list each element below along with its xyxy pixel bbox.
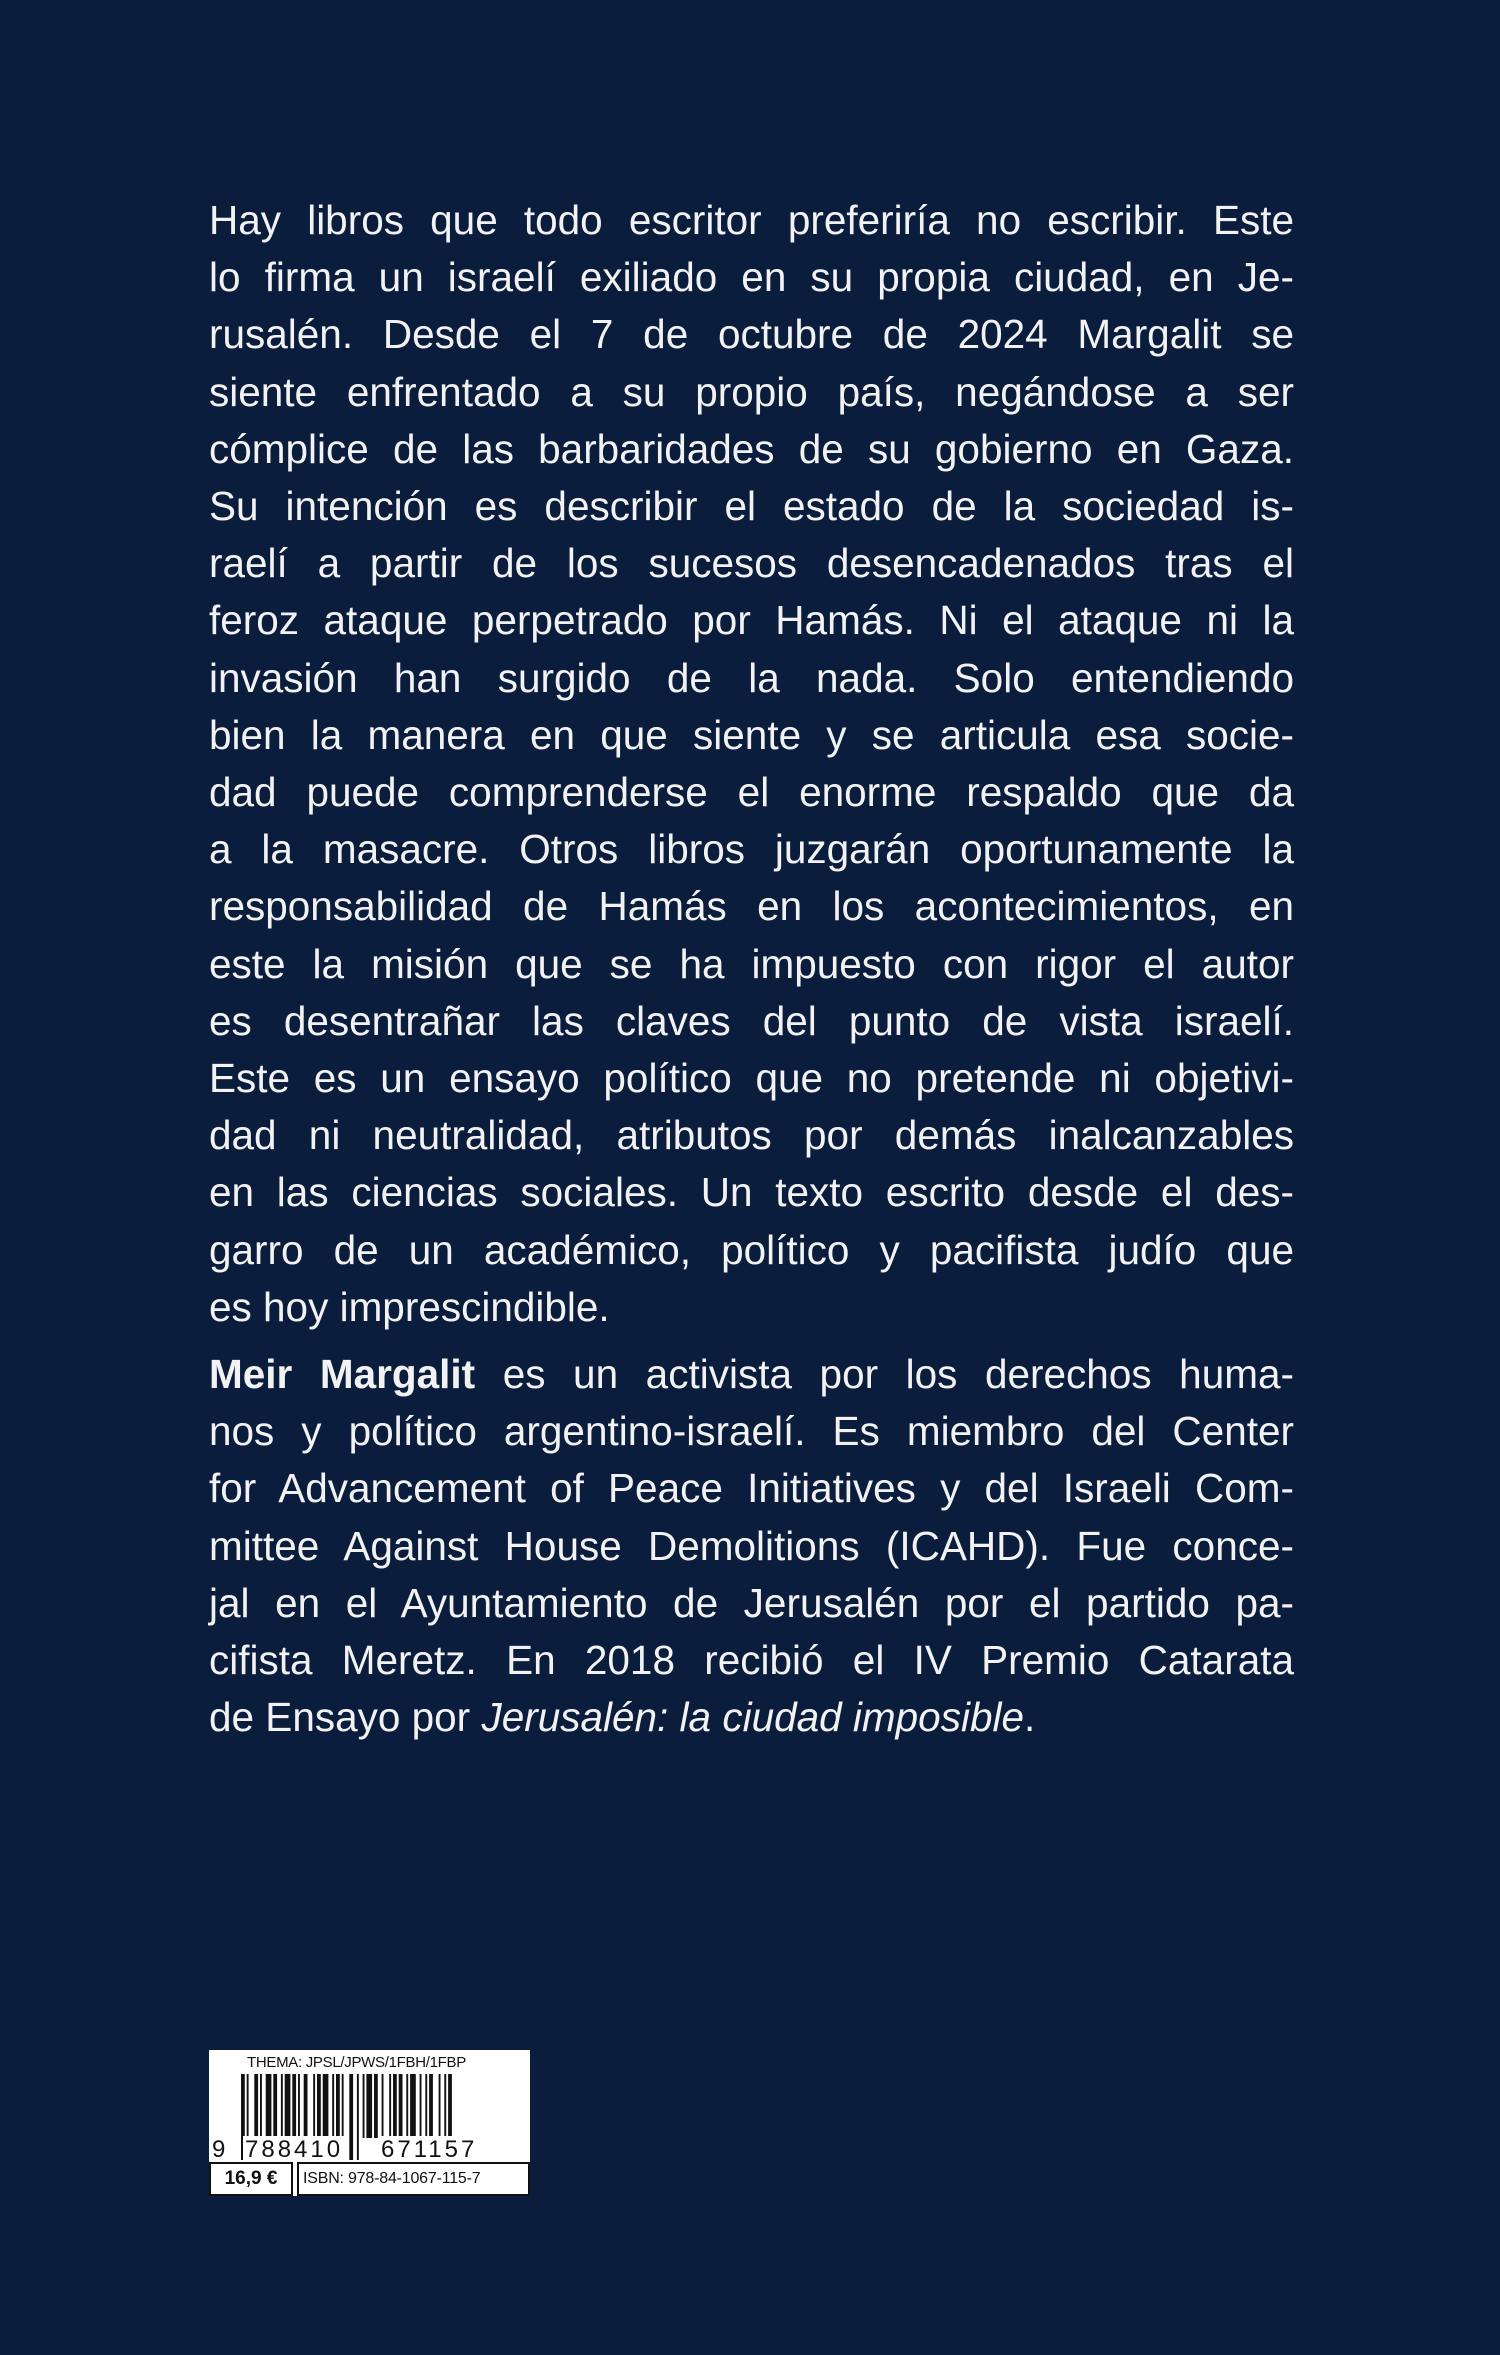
book-title: Jerusalén: la ciudad imposible [481,1694,1024,1741]
synopsis-line: raelí a partir de los sucesos desencadenados tras el [209,540,1294,587]
synopsis-line: rusalén. Desde el 7 de octubre de 2024 Margalit se [209,311,1294,358]
author-bio-line: for Advancement of Peace Initiatives y del Israeli Com- [209,1465,1294,1512]
synopsis-line: en las ciencias sociales. Un texto escrito desde el des- [209,1169,1294,1216]
synopsis-line: a la masacre. Otros libros juzgarán oportunamente la [209,826,1294,873]
barcode-digits-right: 671157 [381,2136,478,2163]
author-bio-line: de Ensayo por Jerusalén: la ciudad imposible. [209,1694,1036,1741]
synopsis-line: siente enfrentado a su propio país, negándose a ser [209,368,1294,415]
thema-code: THEMA: JPSL/JPWS/1FBH/1FBP [247,2054,466,2071]
synopsis-paragraph [209,192,1294,1336]
author-bio-paragraph [209,1346,1294,1746]
barcode-digits-left: 788410 [245,2136,344,2163]
synopsis-line: Su intención es describir el estado de la sociedad is- [209,483,1294,530]
author-bio-line: mittee Against House Demolitions (ICAHD). Fue conce- [209,1522,1294,1569]
synopsis-line: responsabilidad de Hamás en los acontecimientos, en [209,883,1294,930]
synopsis-line: es hoy imprescindible. [209,1283,610,1330]
synopsis-line: bien la manera en que siente y se articula esa socie- [209,711,1294,758]
synopsis-line: dad puede comprenderse el enorme respaldo que da [209,769,1294,816]
price-label: 16,9 € [209,2162,293,2196]
synopsis-line: lo firma un israelí exiliado en su propia ciudad, en Je- [209,254,1294,301]
author-name: Meir Margalit [209,1351,476,1398]
author-bio-line: Meir Margalit es un activista por los derechos huma- [209,1351,1294,1398]
author-bio-line: nos y político argentino-israelí. Es miembro del Center [209,1408,1294,1455]
author-bio-line: cifista Meretz. En 2018 recibió el IV Premio Catarata [209,1637,1294,1684]
synopsis-line: Hay libros que todo escritor preferiría no escribir. Este [209,197,1294,243]
barcode-label [209,2050,530,2196]
synopsis-line: cómplice de las barbaridades de su gobierno en Gaza. [209,425,1294,472]
synopsis-line: Este es un ensayo político que no pretende ni objetivi- [209,1055,1294,1102]
barcode-digit-lead: 9 [212,2136,229,2163]
back-cover-text [209,192,1294,1756]
synopsis-line: dad ni neutralidad, atributos por demás inalcanzables [209,1112,1294,1159]
synopsis-line: feroz ataque perpetrado por Hamás. Ni el ataque ni la [209,597,1294,644]
synopsis-line: este la misión que se ha impuesto con rigor el autor [209,940,1294,987]
synopsis-line: garro de un académico, político y pacifista judío que [209,1226,1294,1273]
author-bio-line: jal en el Ayuntamiento de Jerusalén por el partido pa- [209,1579,1294,1626]
synopsis-line: es desentrañar las claves del punto de vista israelí. [209,997,1294,1044]
synopsis-line: invasión han surgido de la nada. Solo entendiendo [209,654,1294,701]
isbn-label: ISBN: 978-84-1067-115-7 [297,2162,530,2196]
